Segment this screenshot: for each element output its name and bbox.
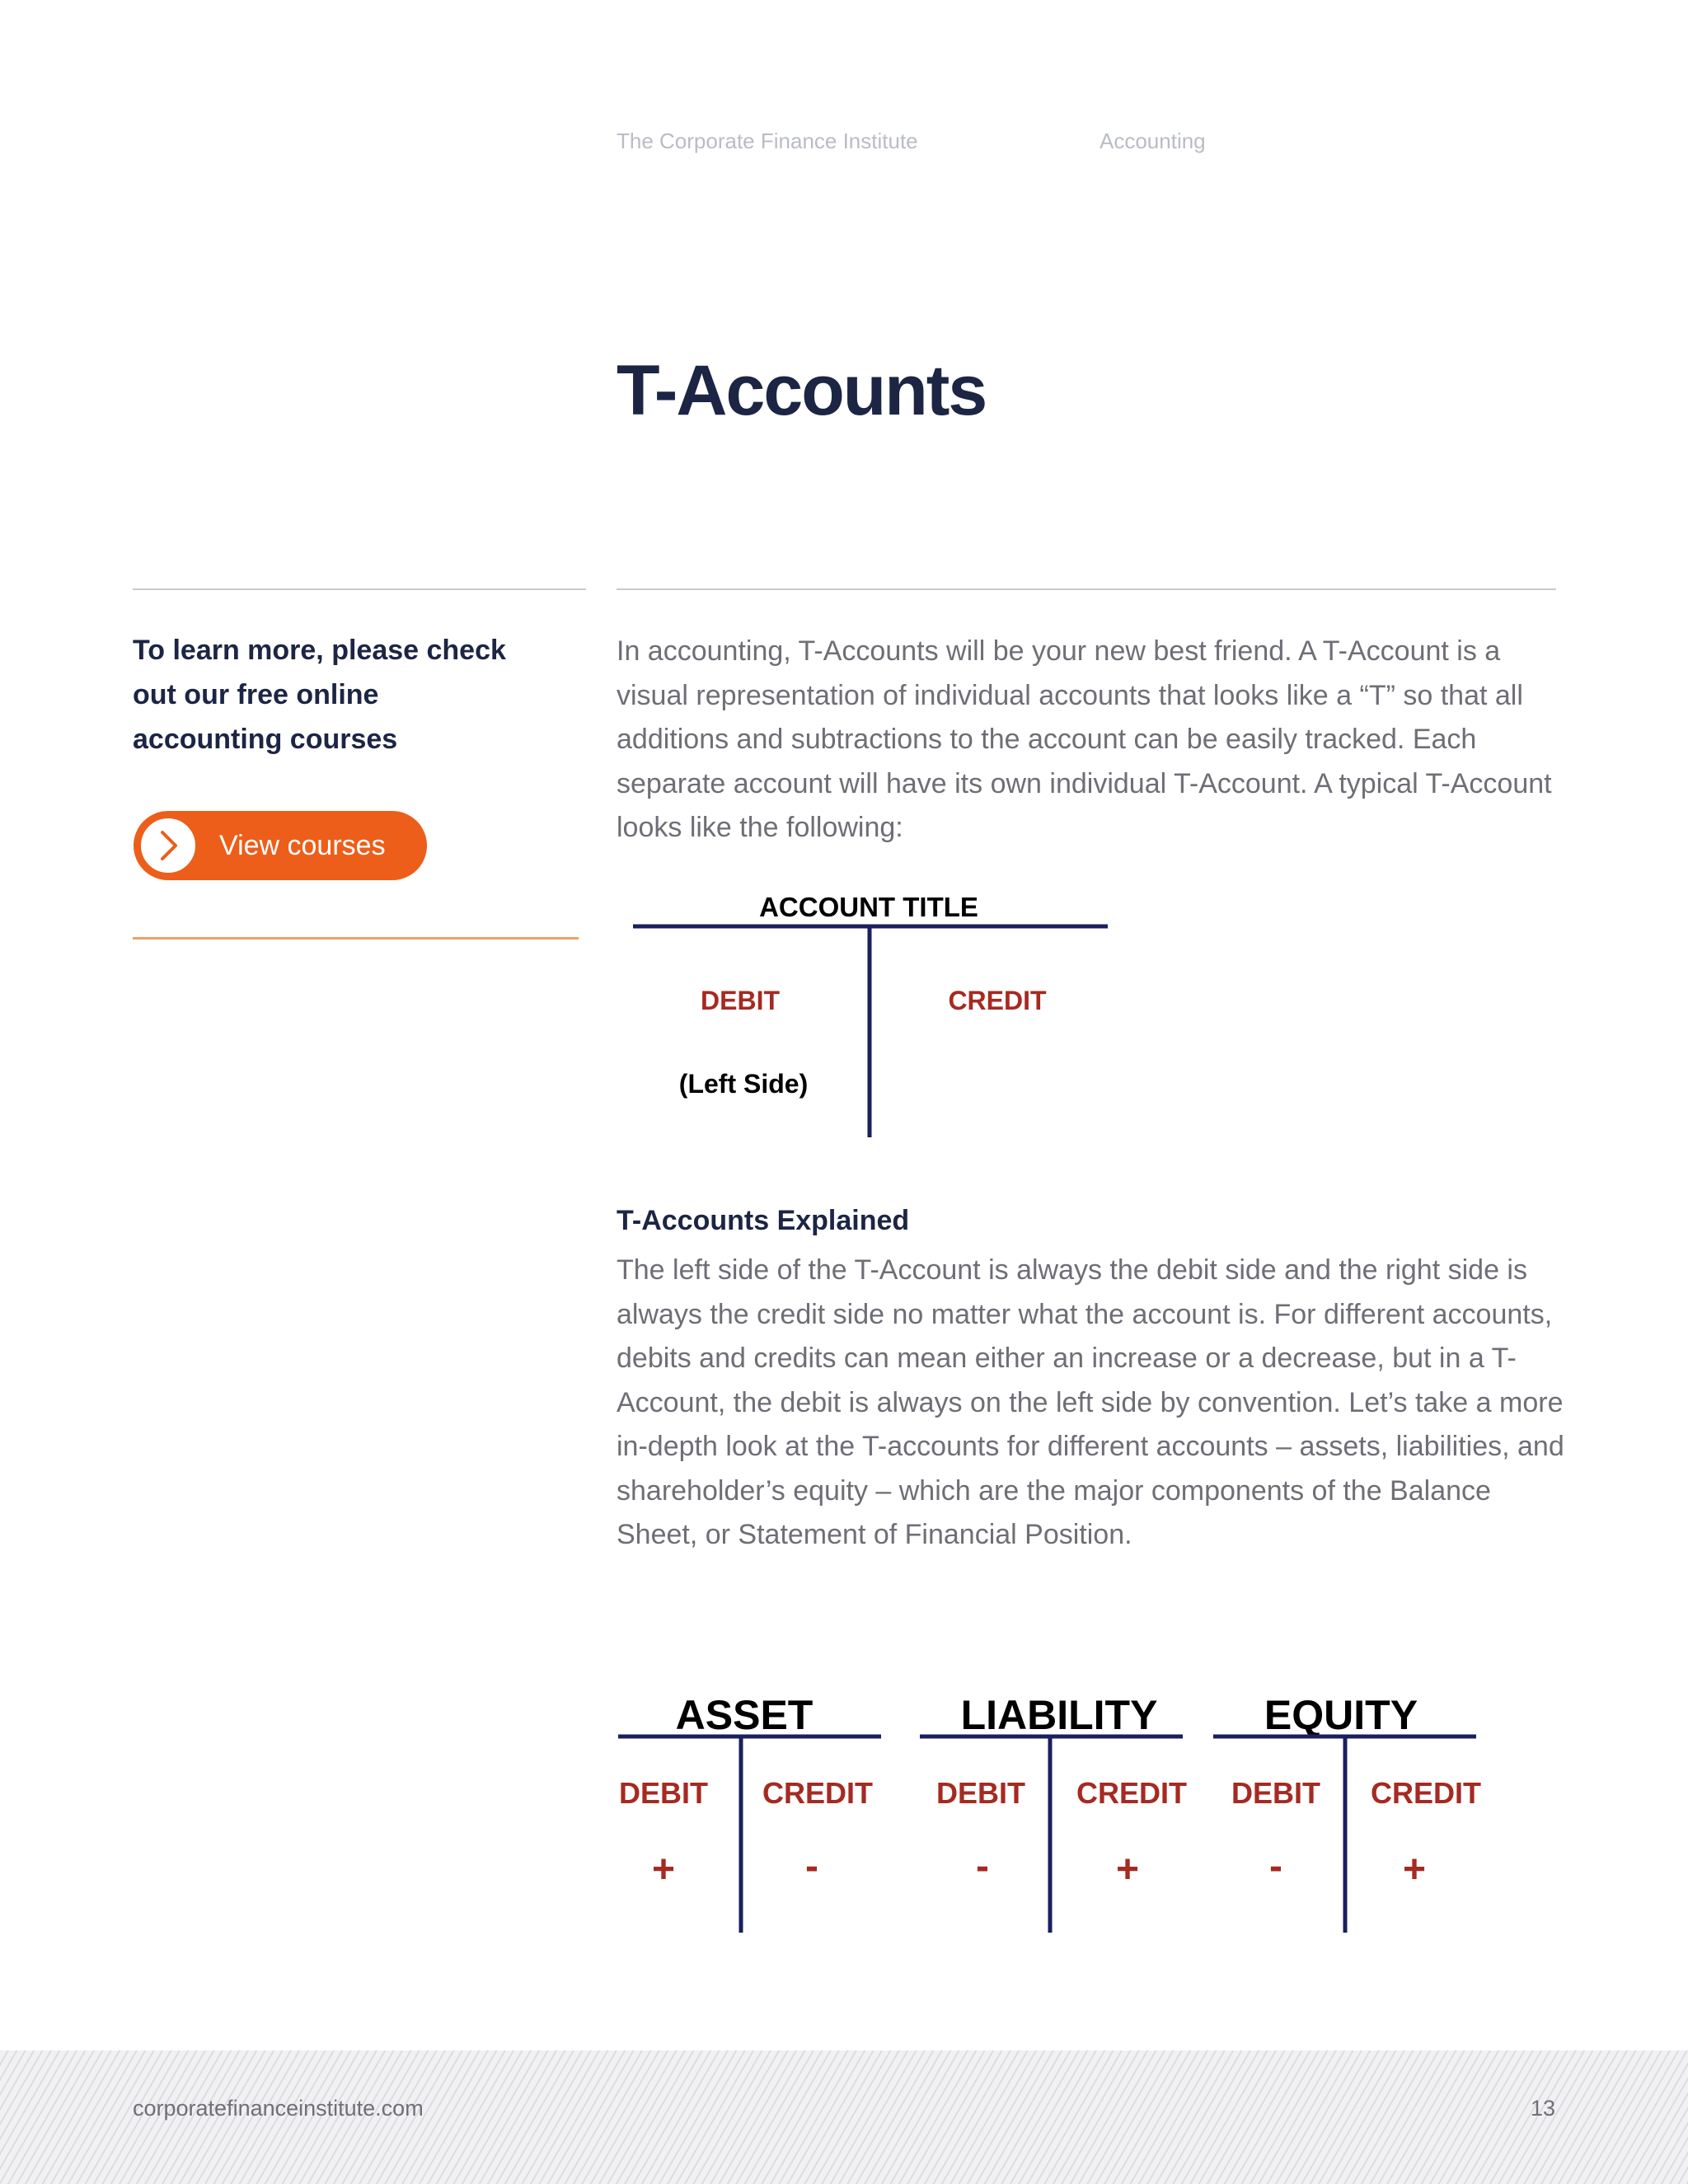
t-account-title: ACCOUNT TITLE	[759, 894, 978, 922]
page-title: T-Accounts	[617, 351, 987, 430]
accounts-diagram	[610, 1681, 1500, 1945]
asset-debit-label: DEBIT	[619, 1776, 708, 1810]
equity-t-account	[1213, 1692, 1481, 1933]
content-divider	[617, 588, 1556, 590]
equity-title: EQUITY	[1264, 1692, 1418, 1738]
t-account-credit-label: CREDIT	[948, 986, 1047, 1015]
asset-title: ASSET	[675, 1692, 814, 1738]
liability-credit-label: CREDIT	[1076, 1776, 1187, 1810]
asset-credit-label: CREDIT	[762, 1776, 873, 1810]
sidebar-promo-text: To learn more, please check out our free online accounting courses	[133, 635, 506, 755]
liability-credit-sign: +	[1115, 1848, 1140, 1891]
t-account-diagram	[626, 894, 1121, 1141]
page-number: 13	[1530, 2096, 1555, 2121]
view-courses-button[interactable]	[134, 811, 427, 880]
equity-debit-label: DEBIT	[1231, 1776, 1320, 1810]
header-publisher: The Corporate Finance Institute	[617, 129, 918, 153]
header-section: Accounting	[1100, 129, 1206, 153]
equity-credit-label: CREDIT	[1371, 1776, 1481, 1810]
t-account-debit-label: DEBIT	[701, 986, 780, 1015]
intro-paragraph: In accounting, T-Accounts will be your new best friend. A T-Account is a visual representation of individual accounts that looks like a “T” so that all additions and subtractions to the account can be easily tracked. Each separate account will have its own individual T-Account. A typical T-Account looks like the following:	[617, 635, 1552, 843]
chevron-right-icon	[138, 816, 198, 875]
liability-debit-sign: -	[976, 1844, 989, 1888]
sidebar-accent-divider	[133, 937, 579, 940]
equity-debit-sign: -	[1269, 1844, 1282, 1888]
footer-url: corporatefinanceinstitute.com	[133, 2096, 424, 2121]
asset-debit-sign: +	[651, 1848, 676, 1891]
asset-credit-sign: -	[805, 1844, 818, 1888]
section-heading: T-Accounts Explained	[617, 1205, 910, 1236]
equity-credit-sign: +	[1402, 1848, 1427, 1891]
explained-paragraph: The left side of the T-Account is always the debit side and the right side is always the credit side no matter what the account is. For different accounts, debits and credits can mean either an increase or a decrease, but in a T-Account, the debit is always on the left side by convention. Let’s take a more in-depth look at the T-accounts for different accounts – assets, liabilities, and shareholder’s equity – which are the major components of the Balance Sheet, or Statement of Financial Position.	[617, 1254, 1564, 1550]
t-account-left-side-label: (Left Side)	[678, 1069, 809, 1099]
liability-title: LIABILITY	[960, 1692, 1158, 1738]
sidebar-divider	[133, 588, 586, 590]
liability-t-account	[920, 1692, 1187, 1933]
view-courses-label: View courses	[219, 829, 386, 861]
liability-debit-label: DEBIT	[936, 1776, 1025, 1810]
asset-t-account	[618, 1692, 881, 1933]
